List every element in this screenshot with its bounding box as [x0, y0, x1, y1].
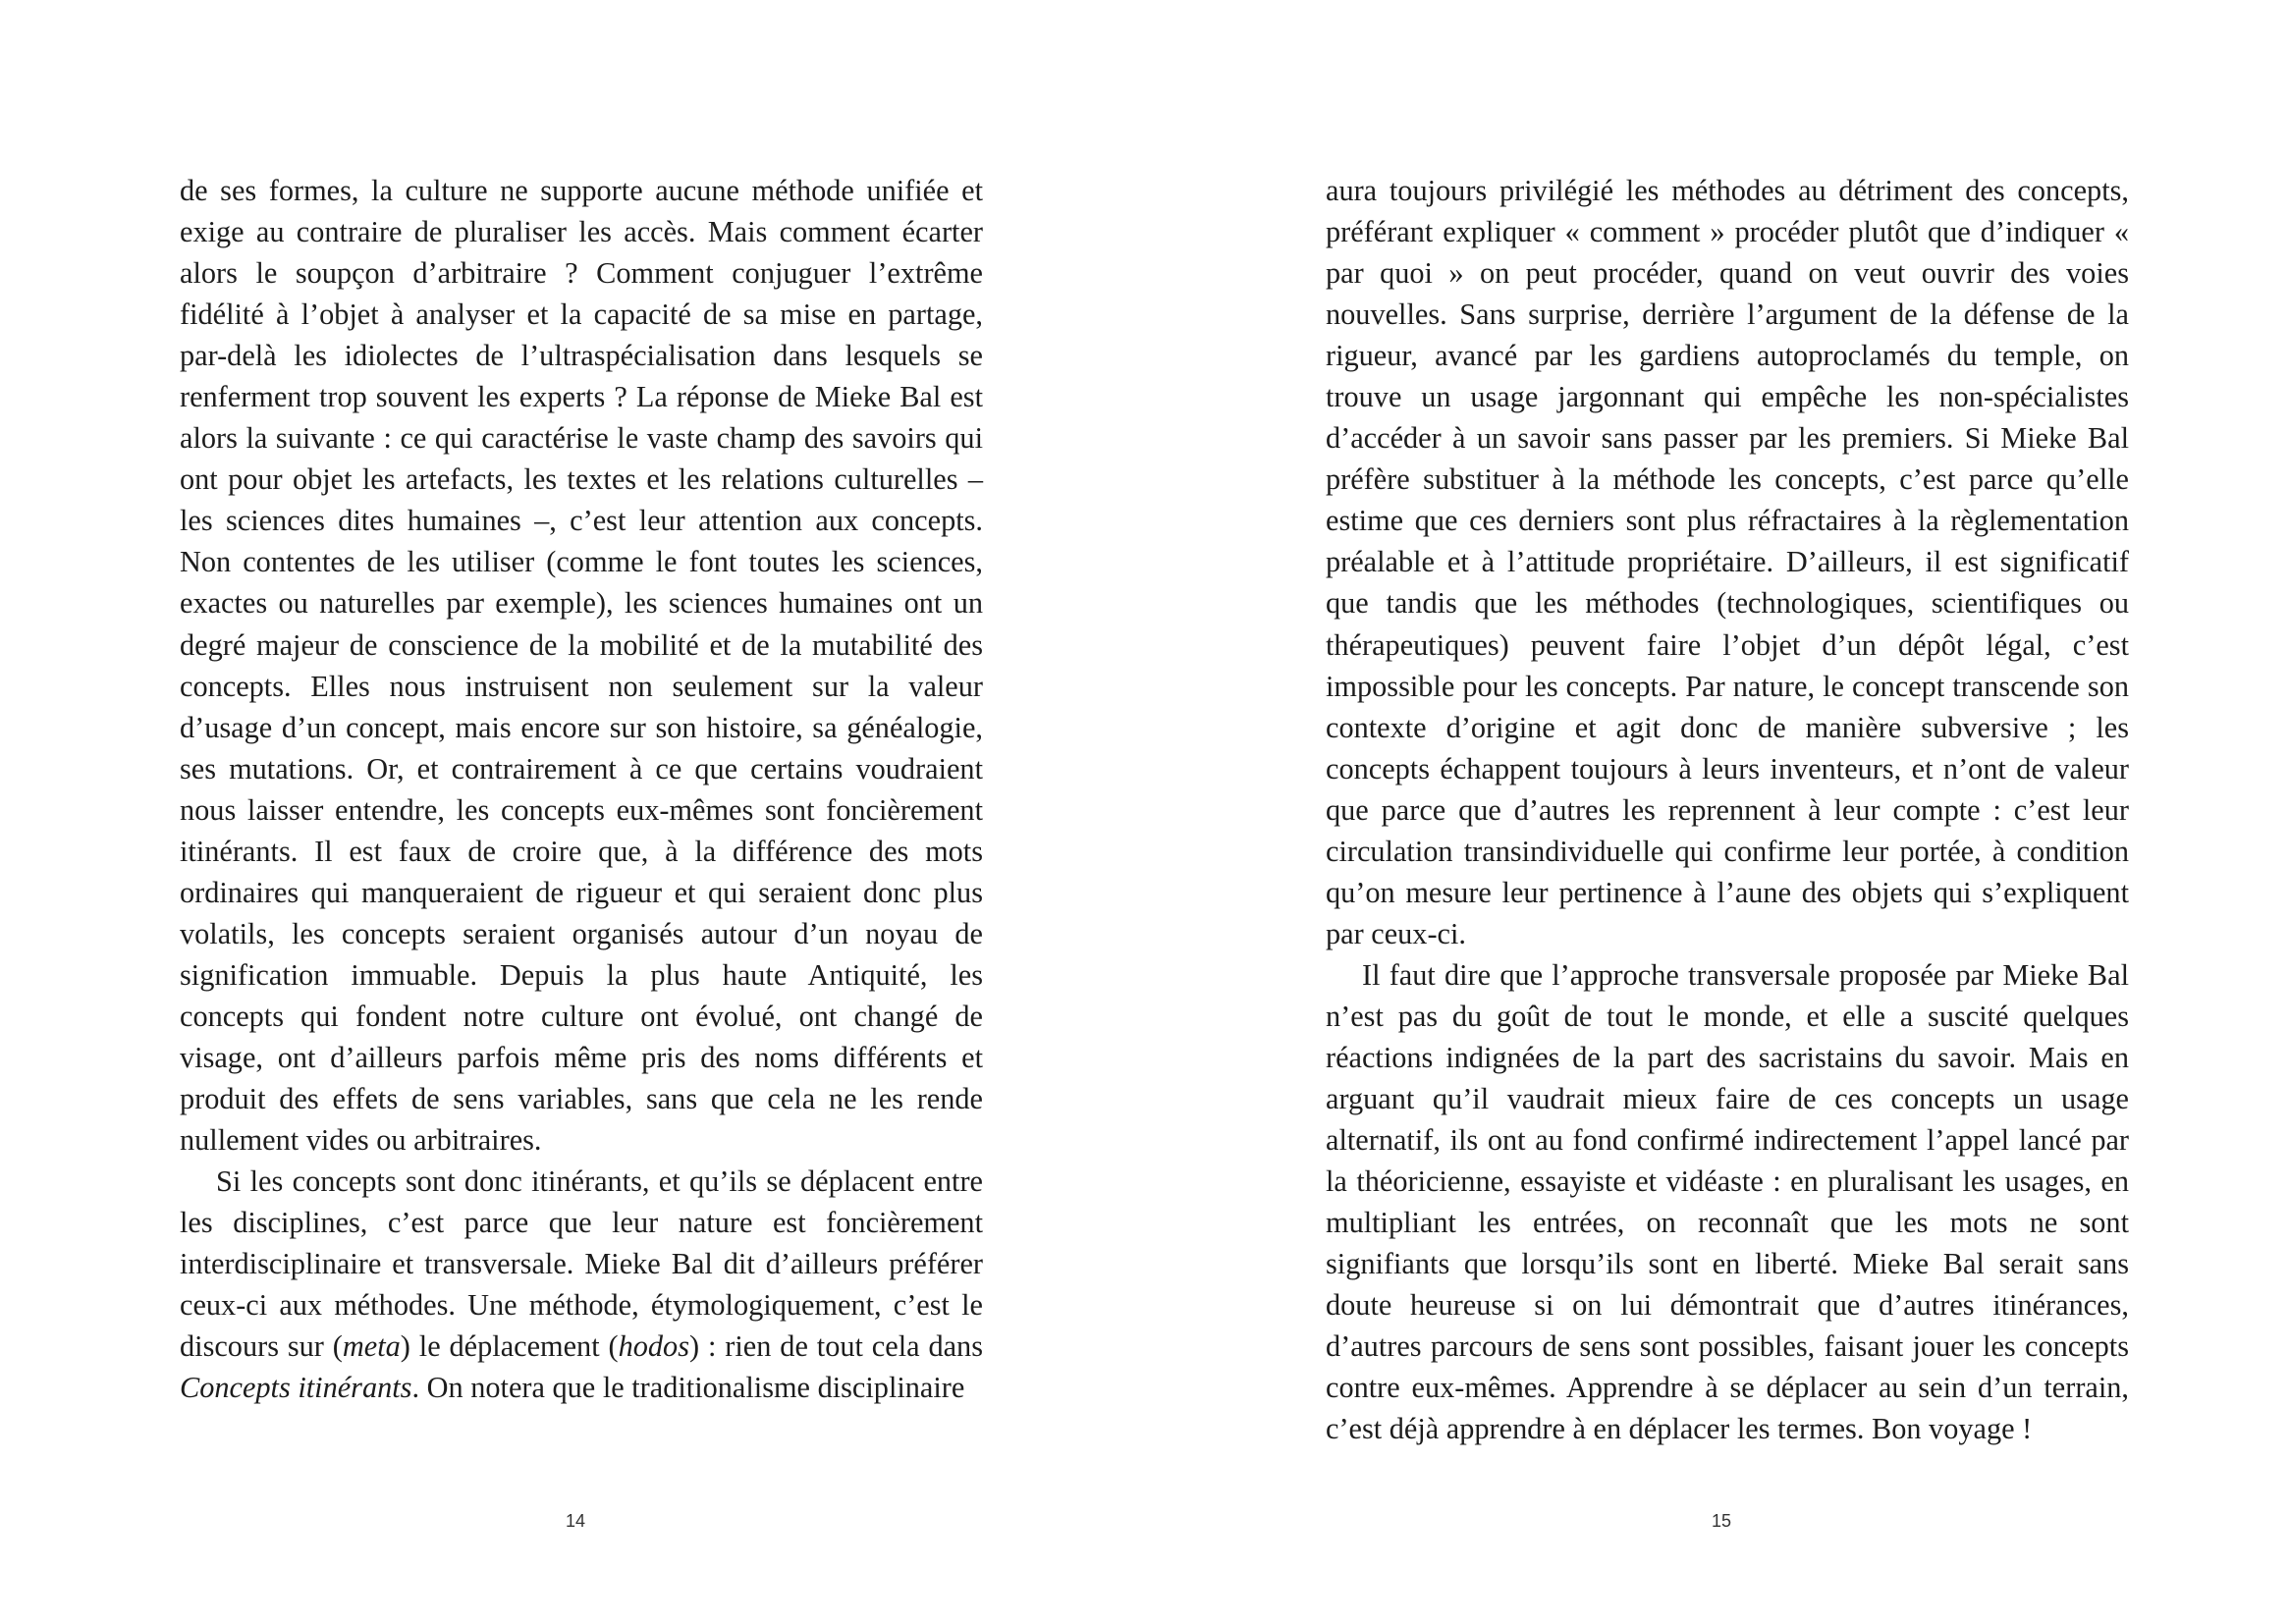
right-page	[1145, 0, 2289, 1624]
italic-term: meta	[342, 1329, 401, 1364]
page-number: 15	[1711, 1511, 1732, 1531]
text-run: aura toujours privilégié les méthodes au détriment des concepts, préférant expliquer « comment » procéder plutôt que d’indiquer « par quoi » on peut procéder, quand on veut ouvrir des voies nouvelles. Sans surprise, derrière l’argument de la défense de la rigueur, avancé par les gardiens autoproclamés du temple, on trouve un usage jargonnant qui empêche les non-spécialistes d’accéder à un savoir sans passer par les premiers. Si Mieke Bal préfère substituer à la méthode les concepts, c’est parce qu’elle estime que ces derniers sont plus réfractaires à la règlementation préalable et à l’attitude propriétaire. D’ailleurs, il est significatif que tandis que les méthodes (technologiques, scientifiques ou thérapeutiques) peuvent faire l’objet d’un dépôt légal, c’est impossible pour les concepts. Par nature, le concept transcende son contexte d’origine et agit donc de manière subversive ; les concepts échappent toujours à leurs inventeurs, et n’ont de valeur que parce que d’autres les reprennent à leur compte : c’est leur circulation transindividuelle qui confirme leur portée, à condition qu’on mesure leur pertinence à l’aune des objets qui s’expliquent par ceux-ci.	[1326, 174, 2129, 950]
text-run: ) le déplacement (	[400, 1329, 619, 1364]
text-run: Il faut dire que l’approche transversale proposée par Mieke Bal n’est pas du goût de tout le monde, et elle a suscité quelques réactions indignées de la part des sacristains du savoir. Mais en arguant qu’il vaudrait mieux faire de ces concepts un usage alternatif, ils ont au fond confirmé indirectement l’appel lancé par la théoricienne, essayiste et vidéaste : en pluralisant les usages, en multipliant les entrées, on reconnaît que les mots ne sont signifiants que lorsqu’ils sont en liberté. Mieke Bal serait sans doute heureuse si on lui démontrait que d’autres itinérances, d’autres parcours de sens sont possibles, faisant jouer les concepts contre eux-mêmes. Apprendre à se déplacer au sein d’un terrain, c’est déjà apprendre à en déplacer les termes. Bon voyage !	[1326, 957, 2129, 1446]
paragraph	[180, 1161, 983, 1408]
left-text-column	[180, 170, 983, 1408]
italic-term: hodos	[618, 1329, 689, 1364]
page-number: 14	[565, 1511, 586, 1531]
text-run: ) : rien de tout cela dans	[689, 1329, 983, 1364]
text-run: de ses formes, la culture ne supporte aucune méthode unifiée et exige au contraire de pluraliser les accès. Mais comment écarter alors le soupçon d’arbitraire ? Comment conjuguer l’extrême fidélité à l’objet à analyser et la capacité de sa mise en partage, par-delà les idiolectes de l’ultraspécialisation dans lesquels se renferment trop souvent les experts ? La réponse de Mieke Bal est alors la suivante : ce qui caractérise le vaste champ des savoirs qui ont pour objet les artefacts, les textes et les relations culturelles – les sciences dites humaines –, c’est leur attention aux concepts. Non contentes de les utiliser (comme le font toutes les sciences, exactes ou naturelles par exemple), les sciences humaines ont un degré majeur de conscience de la mobilité et de la mutabilité des concepts. Elles nous instruisent non seulement sur la valeur d’usage d’un concept, mais encore sur son histoire, sa généalogie, ses mutations. Or, et contrairement à ce que certains voudraient nous laisser entendre, les concepts eux-mêmes sont foncièrement itinérants. Il est faux de croire que, à la différence des mots ordinaires qui manqueraient de rigueur et qui seraient donc plus volatils, les concepts seraient organisés autour d’un noyau de signification immuable. Depuis la plus haute Antiquité, les concepts qui fondent notre culture ont évolué, ont changé de visage, ont d’ailleurs parfois même pris des noms différents et produit des effets de sens variables, sans que cela ne les rende nullement vides ou arbitraires.	[180, 174, 983, 1158]
paragraph	[180, 170, 983, 1161]
text-run: . On notera que le traditionalisme disciplinaire	[411, 1371, 965, 1405]
paragraph	[1326, 170, 2129, 954]
book-title: Concepts itinérants	[180, 1371, 412, 1405]
paragraph	[1326, 954, 2129, 1450]
left-page	[0, 0, 1144, 1624]
right-text-column	[1326, 170, 2129, 1449]
text-run: Si les concepts sont donc itinérants, et qu’ils se déplacent entre les disciplines, c’est parce que leur nature est foncièrement interdisciplinaire et transversale. Mieke Bal dit d’ailleurs préférer ceux-ci aux méthodes. Une méthode, étymologiquement, c’est le discours sur (	[180, 1164, 983, 1364]
